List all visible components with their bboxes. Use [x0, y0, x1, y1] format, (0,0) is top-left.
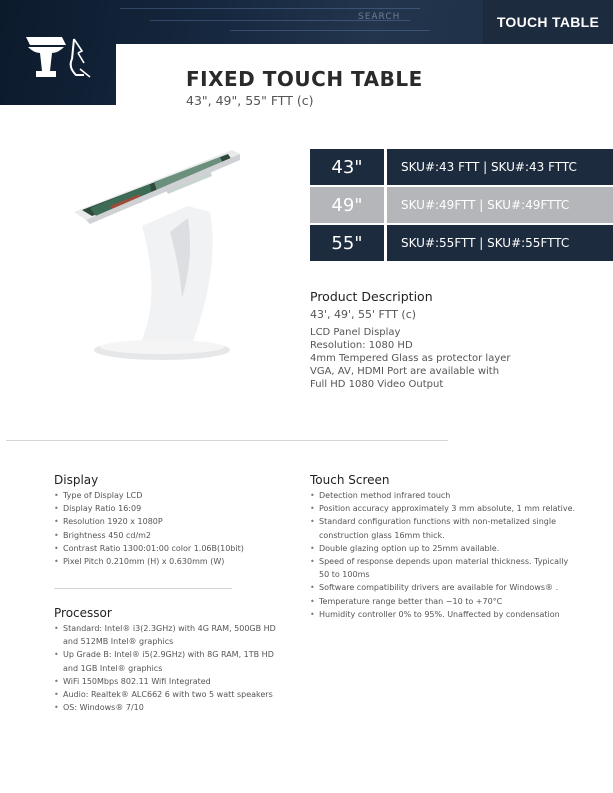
list-item: • Temperature range better than −10 to +70°C	[310, 595, 575, 608]
touch-table-logo-icon	[22, 33, 94, 81]
list-item: • Standard configuration functions with non-metalized single	[310, 515, 575, 528]
list-item: • Brightness 450 cd/m2	[54, 529, 244, 542]
list-item-continuation: 50 to 100ms	[319, 570, 370, 580]
sku-row-43	[310, 149, 613, 185]
description-line: Full HD 1080 Video Output	[310, 379, 444, 390]
description-line: LCD Panel Display	[310, 327, 401, 338]
category-tag: TOUCH TABLE	[483, 0, 613, 44]
sku-code: SKU#:49FTT | SKU#:49FTTC	[387, 187, 613, 223]
display-list	[54, 489, 244, 568]
description-line: VGA, AV, HDMI Port are available with	[310, 366, 500, 377]
list-item: • Speed of response depends upon material thickness. Typically	[310, 555, 575, 568]
sku-table	[310, 149, 613, 263]
search-label: SEARCH	[358, 12, 401, 22]
product-description-sizes: 43', 49', 55' FTT (c)	[310, 308, 417, 321]
section-divider	[54, 588, 232, 589]
description-line: Resolution: 1080 HD	[310, 340, 413, 351]
list-item: • Software compatibility drivers are available for Windows® .	[310, 581, 575, 594]
product-description-title: Product Description	[310, 289, 433, 304]
list-item: • Display Ratio 16:09	[54, 502, 244, 515]
touch-screen-title: Touch Screen	[310, 473, 390, 487]
kiosk-touch-table-icon	[70, 148, 250, 368]
list-item: • Audio: Realtek® ALC662 6 with two 5 watt speakers	[54, 688, 276, 701]
list-item: • Standard: Intel® i3(2.3GHz) with 4G RAM, 500GB HD	[54, 622, 276, 635]
list-item: • Pixel Pitch 0.210mm (H) x 0.630mm (W)	[54, 555, 244, 568]
banner-streak	[230, 30, 430, 31]
sku-row-55	[310, 225, 613, 261]
sku-size: 49"	[310, 187, 384, 223]
processor-list	[54, 622, 276, 714]
list-item: • Position accuracy approximately 3 mm absolute, 1 mm relative.	[310, 502, 575, 515]
list-item: • Humidity controller 0% to 95%. Unaffected by condensation	[310, 608, 575, 621]
list-item: • WiFi 150Mbps 802.11 Wifi Integrated	[54, 675, 276, 688]
sku-size: 43"	[310, 149, 384, 185]
sku-size: 55"	[310, 225, 384, 261]
list-item: • Resolution 1920 x 1080P	[54, 515, 244, 528]
list-item: • Up Grade B: Intel® i5(2.9GHz) with 8G RAM, 1TB HD	[54, 648, 276, 661]
section-divider	[6, 440, 448, 441]
description-line: 4mm Tempered Glass as protector layer	[310, 353, 511, 364]
page-subtitle: 43", 49", 55" FTT (c)	[186, 93, 314, 108]
display-title: Display	[54, 473, 99, 487]
banner-streak	[120, 8, 420, 9]
list-item-continuation: and 1GB Intel® graphics	[63, 663, 163, 673]
processor-title: Processor	[54, 606, 112, 620]
list-item: • OS: Windows® 7/10	[54, 701, 276, 714]
touch-screen-list	[310, 489, 575, 621]
list-item-continuation: and 512MB Intel® graphics	[63, 637, 174, 647]
page-title: FIXED TOUCH TABLE	[186, 67, 423, 91]
list-item: • Type of Display LCD	[54, 489, 244, 502]
list-item: • Contrast Ratio 1300:01:00 color 1.06B(10bit)	[54, 542, 244, 555]
list-item: • Double glazing option up to 25mm available.	[310, 542, 575, 555]
list-item: • Detection method infrared touch	[310, 489, 575, 502]
product-description-lines	[310, 326, 511, 391]
sku-code: SKU#:43 FTT | SKU#:43 FTTC	[387, 149, 613, 185]
sku-code: SKU#:55FTT | SKU#:55FTTC	[387, 225, 613, 261]
sku-row-49	[310, 187, 613, 223]
list-item-continuation: construction glass 16mm thick.	[319, 530, 445, 540]
